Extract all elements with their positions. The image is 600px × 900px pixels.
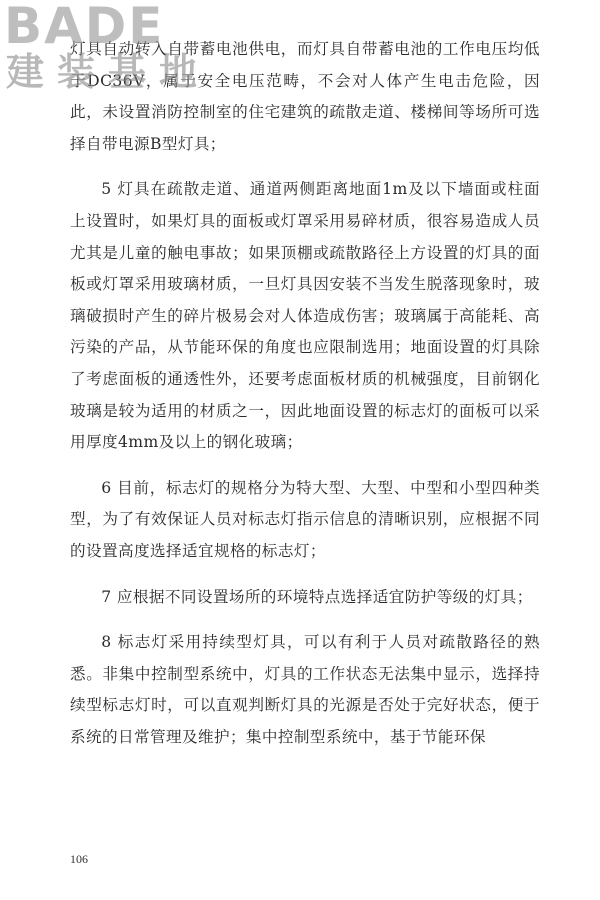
paragraph-item-6: 6 目前，标志灯的规格分为特大型、大型、中型和小型四种类型，为了有效保证人员对标志灯指示信息的清晰识别，应根据不同的设置高度选择适宜规格的标志灯；	[70, 478, 540, 560]
page-number: 106	[70, 852, 88, 866]
watermark-logo-en: BADE	[4, 0, 165, 55]
paragraph-item-5: 5 灯具在疏散走道、通道两侧距离地面1m及以下墙面或柱面上设置时，如果灯具的面板或灯罩采用易碎材质，很容易造成人员尤其是儿童的触电事故；如果顶棚或疏散路径上方设置的灯具的面板或灯罩采用玻璃材质，一旦灯具因安装不当发生脱落现象时，玻璃破损时产生的碎片极易会对人体造成伤害；玻璃属于高能耗、高污染的产品，从节能环保的角度也应限制选用；地面设置的灯具除了考虑面板的通透性外，还要考虑面板材质的机械强度，目前钢化玻璃是较为适用的材质之一，因此地面设置的标志灯的面板可以采用厚度4mm及以上的钢化玻璃；	[70, 180, 540, 452]
paragraph-continuation: 灯具自动转入自带蓄电池供电，而灯具自带蓄电池的工作电压均低于DC36V，属于安全电压范畴，不会对人体产生电击危险，因此，未设置消防控制室的住宅建筑的疏散走道、楼梯间等场所可选择自带电源B型灯具；	[70, 40, 540, 153]
paragraph-item-7: 7 应根据不同设置场所的环境特点选择适宜防护等级的灯具；	[101, 587, 533, 606]
document-body	[70, 34, 540, 767]
watermark-logo-cn: 建装基地	[6, 50, 211, 94]
paragraph-item-8: 8 标志灯采用持续型灯具，可以有利于人员对疏散路径的熟悉。非集中控制型系统中，灯具的工作状态无法集中显示，选择持续型标志灯时，可以直观判断灯具的光源是否处于完好状态，便于系统的日常管理及维护；集中控制型系统中，基于节能环保	[70, 633, 540, 746]
